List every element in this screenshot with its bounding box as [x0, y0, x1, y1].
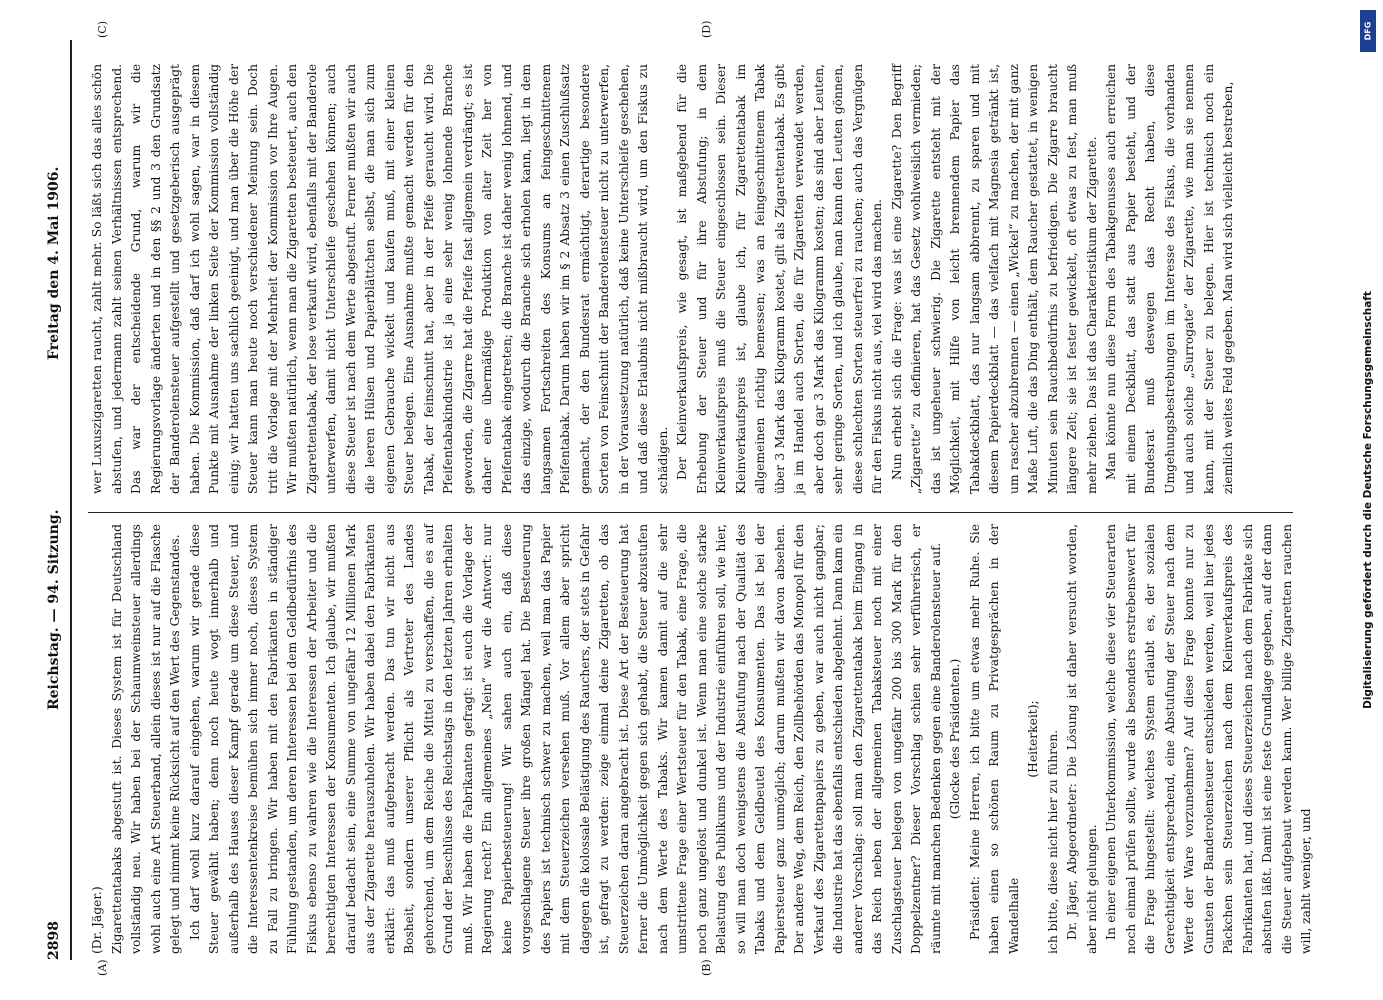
page-number: 2898 — [46, 921, 62, 960]
digitization-credit — [1359, 10, 1377, 990]
column-divider — [88, 512, 1293, 513]
paragraph: Nun erhebt sich die Frage: was ist eine Zigarette? Den Begriff „Zigarette“ zu definieren, hat das Gesetz wohlweislich vermieden; das ist ungeheuer schwierig. Die Zigarette entsteht mit der Möglichkeit, mit Hilfe von leicht brennendem Papier das Tabakdeckblatt, das nur langsam abbrennt, zu sparen und mit diesem Papierdeckblatt — das vielfach mit Magnesia getränkt ist, um rascher abzubrennen — einen „Wickel“ zu machen, der mit ganz Maße Luft, die das Ding enthält, dem Raucher gestattet, in wenigen Minuten sein Rauchbedürfnis zu befriedigen. Die Zigarre braucht längere Zeit; sie ist fester gewickelt, oft etwas zu fest, man muß mehr ziehen. Das ist das Charakteristikum der Zigarette. — [889, 64, 1099, 494]
paragraph: Präsident: Meine Herren, ich bitte um etwas mehr Ruhe. Sie haben einen so schönen Raum zu Privatgesprächen in der Wandelhalle — [967, 524, 1021, 954]
header-rule — [70, 40, 72, 960]
margin-marker-b: (B) — [700, 959, 713, 976]
margin-marker-d: (D) — [700, 20, 713, 38]
speaker-attribution: (Dr. Jäger.) — [90, 886, 104, 954]
paragraph: Zigarettentabaks abgestuft ist. Dieses System ist für Deutschland vollständig neu. Wir haben bei der Schaumweinsteuer allerdings wohl auch eine Art Steuerband, allein dieses ist nur auf die Flasche gelegt und nimmt keine Rücksicht auf den Wert des Gegenstandes. — [109, 524, 182, 954]
stage-direction: (Glocke des Präsidenten.) — [948, 658, 962, 820]
margin-marker-c: (C) — [96, 21, 109, 38]
stage-direction: (Heiterkeit); — [1026, 700, 1040, 778]
paragraph: ich bitte, diese nicht hier zu führen. — [1045, 729, 1060, 954]
paragraph: wer Luxuszigaretten raucht, zahlt mehr. So läßt sich das alles schön abstufen, und jedermann zahlt seinen Verhältnissen entsprechend. Das war der entscheidende Grund, warum wir die Regierungsvorlage änderten und in den §§ 2 und 3 den Grundsatz der Banderolensteuer aufgestellt und gesetzgeberisch ausgeprägt haben. Die Kommission, daß darf ich wohl sagen, war in diesem Punkte mit Ausnahme der linken Seite der Kommission vollständig einig; wir hatten uns sachlich geeinigt, und man über die Höhe der Steuer kann man heute noch verschiedener Meinung sein. Doch tritt die Vorlage mit der Mehrheit der Kommission vor Ihre Augen. Wir mußten natürlich, wenn man die Zigaretten besteuert, auch den Zigarettentabak, der lose verkauft wird, ebenfalls mit der Banderole unterwerfen, damit nicht Unterschleife geschehen können; auch diese Steuer ist nach dem Werte abgestuft. Ferner mußten wir auch die leeren Hülsen und Papierblättchen selbst, die man sich zum eigenen Gebrauche wickelt und kaufen muß, mit einer kleinen Steuer belegen. Eine Ausnahme mußte gemacht werden für den Tabak, der feinschnitt hat, aber in der Pfeife geraucht wird. Die Pfeifentabakindustrie ist ja eine sehr wenig lohnende Branche geworden, die Zigarre hat die Pfeife fast allgemein verdrängt; es ist daher eine übermäßige Produktion von alter Zeit her von Pfeifentabak eingetreten; die Branche ist daher wenig lohnend, und das einzige, wodurch die Branche sich erholen kann, liegt in dem langsamen Fortschreiten des Konsums an feingeschnittenem Pfeifentabak. Darum haben wir im § 2 Absatz 3 einen Zuschlußsatz gemacht, der den Bundesrat ermächtigt, derartige besondere Sorten von Feinschnitt der Banderolensteuer nicht zu unterwerfen, in der Voraussetzung natürlich, daß keine Unterschleife geschehen, und daß diese Erlaubnis nicht mißbraucht wird, um den Fiskus zu schädigen. — [90, 64, 670, 494]
paragraph: In einer eigenen Unterkommission, welche diese vier Steuerarten noch einmal prüfen sollte, wurde als besonders erstrebenswert für die Frage hingestellt: welches System erlaubt es, der sozialen Gerechtigkeit entsprechend, eine Abstufung der Steuer nach dem Werte der Ware vorzunehmen? Auf diese Frage konnte nur zu Gunsten der Banderolensteuer entschieden werden, weil hier jedes Päckchen sein Steuerzeichen nach dem Kleinverkaufspreis des Fabrikanten hat, und dieses Steuerzeichen nach dem Fabrikate sich abstufen läßt. Damit ist eine feste Grundlage gegeben, auf der dann die Steuer aufgebaut werden kann. Wer billige Zigaretten rauchen will, zahlt weniger, und — [1104, 524, 1313, 954]
credit-text: Digitalisierung gefördert durch die Deutsche Forschungsgemeinschaft — [1362, 291, 1374, 709]
paragraph: Dr. Jäger, Abgeordneter: Die Lösung ist daher versucht worden, aber nicht gelungen. — [1065, 524, 1099, 954]
page-header — [42, 40, 68, 960]
right-text-column — [88, 64, 1293, 494]
margin-marker-a: (A) — [96, 959, 109, 976]
paragraph: Ich darf wohl kurz darauf eingehen, warum wir gerade diese Steuer gewählt haben; denn noch heute wogt innerhalb und außerhalb des Hauses dieser Kampf gerade um diese Steuer, und die Interessentenkreise bemühen sich immer noch, dieses System zu Fall zu bringen. Wir haben mit den Fabrikanten in ständiger Fühlung gestanden, um deren Interessen bei dem Geldbedürfnis des Fiskus ebenso zu wahren wie die Interessen der Arbeiter und die berechtigten Interessen der Konsumenten. Ich glaube, wir mußten darauf bedacht sein, eine Summe von ungefähr 12 Millionen Mark aus der Zigarette herauszuholen. Wir haben dabei den Fabrikanten erklärt: das muß aufgebracht werden. Das tun wir nicht aus Bosheit, sondern unserer Pflicht als Vertreter des Landes gehorchend, um dem Reiche die Mittel zu verschaffen, die es auf Grund der Beschlüsse des Reichstags in den letzten Jahren erhalten muß. Wir haben die Fabrikanten gefragt: ist euch die Vorlage der Regierung recht? Ein allgemeines „Nein“ war die Antwort: nur keine Papierbesteuerung! Wir sahen auch ein, daß diese vorgeschlagene Steuer ihre großen Mängel hat. Die Besteuerung des Papiers ist technisch schwer zu machen, weil man das Papier mit dem Steuerzeichen versehen muß. Vor allem aber spricht dagegen die kolossale Belästigung des Rauchers, der stets in Gefahr ist, gefragt zu werden: zeige einmal deine Zigaretten, ob das Steuerzeichen daran angebracht ist. Diese Art der Besteuerung hat ferner die Unmöglichkeit gegen sich gehabt, die Steuer abzustufen nach dem Werte des Tabaks. Wir kamen damit auf die sehr umstrittene Frage einer Wertsteuer für den Tabak, eine Frage, die noch ganz ungelöst und dunkel ist. Wenn man eine solche starke Belastung des Publikums und der Industrie einführen soll, wie hier, so will man doch wenigstens die Abstufung nach der Qualität des Tabaks und dem Geldbeutel des Konsumenten. Das ist bei der Papiersteuer ganz unmöglich; darum mußten wir davon absehen. Der andere Weg, dem Reich, den Zollbehörden das Monopol für den Verkauf des Zigarettenpapiers zu geben, war auch nicht gangbar; die Industrie hat das ebenfalls entschieden abgelehnt. Dann kam ein anderer Vorschlag: soll man den Zigarettentabak beim Eingang in das Reich neben der allgemeinen Tabaksteuer noch mit einer Zuschlagsteuer belegen von ungefähr 200 bis 300 Mark für den Doppelzentner? Dieser Vorschlag schien sehr verführerisch, er räumte mit manchen Bedenken gegen eine Banderolensteuer auf. — [187, 524, 943, 954]
header-left-title: Reichstag. — 94. Sitzung. — [46, 509, 62, 710]
paragraph: Der Kleinverkaufspreis, wie gesagt, ist maßgebend für die Erhebung der Steuer und für ihre Abstufung; in dem Kleinverkaufspreis muß die Steuer eingeschlossen sein. Dieser Kleinverkaufspreis ist, glaube ich, für Zigarettentabak im allgemeinen richtig bemessen; was an feingeschnittenem Tabak über 3 Mark das Kilogramm kostet, gilt als Zigarettentabak. Es gibt ja im Handel auch Sorten, die für Zigaretten verwendet werden, aber doch gar 3 Mark das Kilogramm kosten; das sind aber Leuten, sehr geringe Sorten, und ich glaube, man kann den Leuten gönnen, diese schlechten Sorten steuerfrei zu rauchen; auch das Vergnügen für den Fiskus nicht aus, viel wird das machen. — [675, 64, 884, 494]
header-right-title: Freitag den 4. Mai 1906. — [46, 166, 62, 360]
paragraph: Man könnte nun diese Form des Tabakgenusses auch erreichen mit einem Deckblatt, das statt aus Papier besteht, und der Bundesrat muß deswegen das Recht haben, diese Umgehungsbestrebungen im Interesse des Fiskus, die vorhanden und auch solche „Surrogate“ der Zigarette, wie man sie nennen kann, mit der Steuer zu belegen. Hier ist technisch noch ein ziemlich weites Feld gegeben. Man wird sich vielleicht bestreben, — [1104, 64, 1235, 494]
dfg-logo-icon: DFG — [1360, 10, 1376, 52]
left-text-column — [88, 524, 1313, 954]
